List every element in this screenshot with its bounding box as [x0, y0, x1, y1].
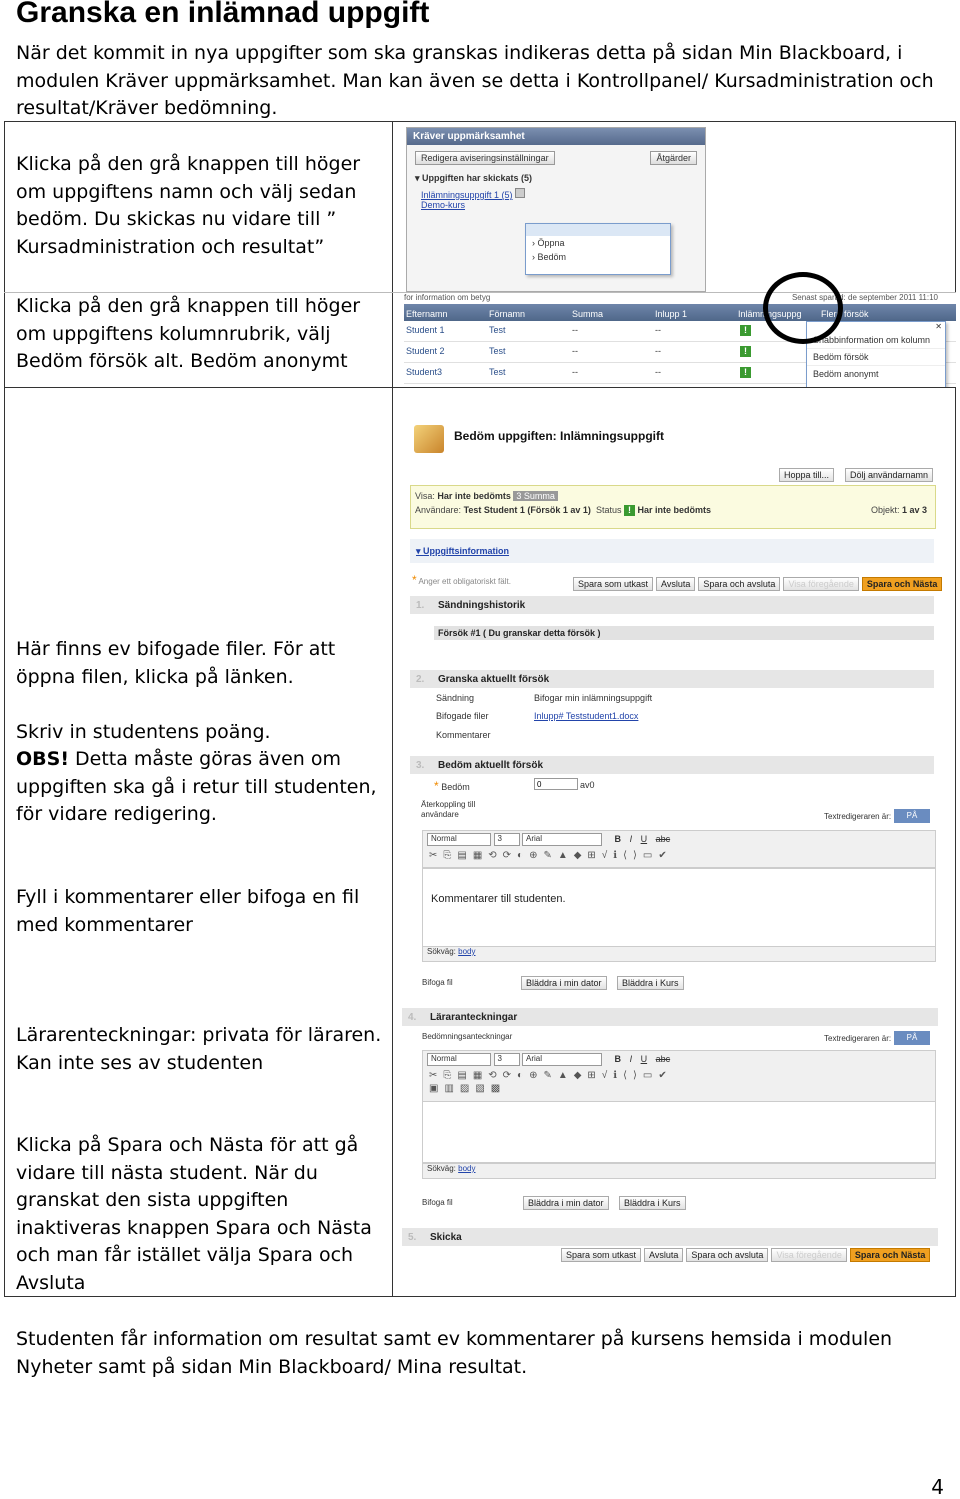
- section-title: Bedöm aktuellt försök: [438, 760, 544, 771]
- required-note-text: Anger ett obligatoriskt fält.: [418, 577, 511, 586]
- path-link[interactable]: body: [458, 947, 476, 956]
- grade-assignment-icon: [414, 425, 444, 453]
- object-value: 1 av 3: [901, 505, 927, 515]
- highlight-circle: [763, 272, 843, 344]
- italic-icon[interactable]: I: [629, 1053, 633, 1064]
- submission-value: Bifogar min inlämningsuppgift: [534, 693, 653, 703]
- module-header: Kräver uppmärksamhet: [407, 128, 705, 145]
- bold-icon[interactable]: B: [614, 1053, 622, 1064]
- last-saved-text: Senast sparad: de september 2011 11:10: [791, 293, 938, 302]
- intro-paragraph: När det kommit in nya uppgifter som ska granskas indikeras detta på sidan Min Blackboard, i modulen Kräver uppmärksamhet. Man kan även se detta i Kontrollpanel/ Kursadministration och resultat/Kräver bedömning.: [16, 42, 934, 119]
- col-header[interactable]: Flera försök: [821, 309, 869, 319]
- attempt-row[interactable]: Försök #1 ( Du granskar detta försök ): [434, 626, 934, 640]
- save-and-exit-button[interactable]: Spara och avsluta: [698, 577, 780, 591]
- paragraph-format-select[interactable]: Normal: [427, 833, 491, 846]
- attached-file-link[interactable]: Inlupp# Teststudent1.docx: [534, 711, 639, 721]
- attention-module-screenshot: [406, 127, 706, 292]
- table-divider: [392, 121, 393, 1297]
- step-grade-notice: Klicka på den grå knappen till höger om uppgiftens namn och välj sedan bedöm. Du skickas nu vidare till ” Kursadministration och resultat”: [16, 153, 361, 258]
- assignment-info-label: Uppgiftsinformation: [423, 546, 510, 556]
- grid-header-row: [404, 304, 956, 321]
- step-teacher-notes: Lärarenteckningar: privata för läraren. Kan inte ses av studenten: [16, 1024, 382, 1074]
- feedback-editor-screenshot: [418, 800, 936, 995]
- assignment-link[interactable]: Inlämningsuppgift 1 (5): [421, 190, 513, 200]
- cancel-button[interactable]: Avsluta: [644, 1248, 683, 1262]
- close-icon[interactable]: ✕: [935, 322, 942, 331]
- row-divider: [4, 387, 956, 388]
- submission-label: Sändning: [436, 693, 475, 703]
- browse-computer-button[interactable]: Bläddra i min dator: [523, 1196, 609, 1210]
- action-buttons-top: [570, 577, 942, 591]
- assignment-info-bar: [410, 539, 934, 563]
- font-size-select[interactable]: 3: [494, 1053, 520, 1066]
- font-family-select[interactable]: Arial: [522, 1053, 602, 1066]
- browse-course-button[interactable]: Bläddra i Kurs: [617, 976, 684, 990]
- submitted-label: Uppgiften har skickats (5): [422, 173, 533, 183]
- save-and-next-button[interactable]: Spara och Nästa: [850, 1248, 931, 1262]
- browse-course-button[interactable]: Bläddra i Kurs: [619, 1196, 686, 1210]
- show-previous-button[interactable]: Visa föregående: [783, 577, 858, 591]
- browse-computer-button[interactable]: Bläddra i min dator: [521, 976, 607, 990]
- student-sum: --: [572, 325, 578, 335]
- section-submit: 5. Skicka: [402, 1228, 938, 1246]
- teacher-notes-screenshot: [398, 1008, 938, 1263]
- attached-files-label: Bifogade filer: [436, 711, 489, 721]
- grade-label: * Bedöm: [434, 779, 470, 793]
- comments-label: Kommentarer: [436, 730, 491, 740]
- obs-label: OBS!: [16, 748, 69, 770]
- section-title: Skicka: [430, 1232, 462, 1243]
- menu-open-label: Öppna: [537, 238, 565, 248]
- course-link[interactable]: Demo-kurs: [421, 200, 466, 210]
- context-menu-button[interactable]: [515, 188, 525, 198]
- step-save-next: Klicka på Spara och Nästa för att gå vidare till nästa student. När du granskat den sista uppgiften inaktiveras knappen Spara och Nästa och man får istället välja Spara och Avsluta: [16, 1134, 372, 1294]
- strikethrough-icon[interactable]: abc: [655, 1053, 671, 1064]
- student-last: Student 2: [406, 346, 445, 356]
- notes-editor-toolbar: [422, 1050, 936, 1102]
- jump-to-button[interactable]: Hoppa till...: [779, 468, 834, 482]
- step-column-menu: Klicka på den grå knappen till höger om uppgiftens kolumnrubrik, välj Bedöm försök alt. Bedöm anonymt: [16, 295, 361, 372]
- col-header[interactable]: Inlupp 1: [655, 309, 688, 319]
- editor-toggle[interactable]: PÅ: [894, 1031, 930, 1045]
- page-number: 4: [931, 1475, 944, 1499]
- grade-assignment-screenshot: [404, 415, 944, 795]
- grade-max: av0: [580, 780, 595, 790]
- student-inl: --: [655, 346, 661, 356]
- save-and-next-button[interactable]: Spara och Nästa: [862, 577, 943, 591]
- path-label: Sökväg:: [427, 1164, 456, 1173]
- context-menu: [525, 223, 671, 275]
- menu-item-open[interactable]: › Öppna: [532, 238, 565, 248]
- underline-icon[interactable]: U: [640, 833, 648, 844]
- action-buttons-bottom: [558, 1248, 930, 1262]
- grading-notes-label: Bedömningsanteckningar: [422, 1032, 513, 1041]
- section-teacher-notes: 4. Läraranteckningar: [402, 1008, 938, 1026]
- feedback-text-area[interactable]: [422, 868, 936, 948]
- col-header[interactable]: Summa: [572, 309, 604, 319]
- cancel-button[interactable]: Avsluta: [656, 577, 695, 591]
- font-family-select[interactable]: Arial: [522, 833, 602, 846]
- grade-label-text: Bedöm: [441, 782, 470, 792]
- font-size-select[interactable]: 3: [494, 833, 520, 846]
- menu-item-column-info[interactable]: Snabbinformation om kolumn: [807, 332, 945, 349]
- user-label: Användare:: [415, 505, 462, 515]
- student-sum: --: [572, 346, 578, 356]
- assignment-info-link[interactable]: ▾ Uppgiftsinformation: [416, 546, 510, 556]
- editor-statusbar: [422, 946, 936, 962]
- col-header[interactable]: Efternamn: [406, 309, 448, 319]
- view-value[interactable]: Har inte bedömts: [437, 491, 511, 501]
- page-title: Granska en inlämnad uppgift: [16, 0, 430, 29]
- feedback-label: Återkoppling till användare: [421, 800, 476, 819]
- bold-icon[interactable]: B: [614, 833, 622, 844]
- object-label: Objekt:: [870, 505, 900, 515]
- save-draft-button[interactable]: Spara som utkast: [561, 1248, 641, 1262]
- col-header[interactable]: Inlämningsuppg: [738, 309, 802, 319]
- menu-grade-label: Bedöm: [537, 252, 567, 262]
- submitted-group[interactable]: ▾ Uppgiften har skickats (5): [415, 173, 533, 183]
- status-icon: !: [624, 505, 635, 516]
- attempt-info-box: [410, 485, 936, 529]
- editor-toggle[interactable]: PÅ: [894, 809, 930, 823]
- editor-status-label: Textredigeraren är:: [824, 812, 892, 821]
- student-first: Test: [489, 325, 506, 335]
- grade-info-text: for information om betyg: [404, 293, 491, 302]
- editor-statusbar: [422, 1163, 936, 1179]
- user-value: Test Student 1 (Försök 1 av 1): [463, 505, 591, 515]
- required-note: * Anger ett obligatoriskt fält.: [412, 573, 511, 587]
- student-inl: --: [655, 325, 661, 335]
- step-attached-files: Här finns ev bifogade filer. För att öppna filen, klicka på länken.: [16, 638, 336, 688]
- col-header[interactable]: Förnamn: [489, 309, 526, 319]
- menu-item-grade-anonymously[interactable]: Bedöm anonymt: [813, 369, 879, 379]
- needs-grading-icon[interactable]: !: [740, 325, 751, 336]
- status-value: Har inte bedömts: [637, 505, 712, 515]
- section-title: Sändningshistorik: [438, 600, 526, 611]
- path-link[interactable]: body: [458, 1164, 476, 1173]
- editor-status-label: Textredigeraren är:: [824, 1034, 892, 1043]
- grade-center-screenshot: [404, 293, 956, 387]
- step-comments: Fyll i kommentarer eller bifoga en fil med kommentarer: [16, 886, 360, 936]
- menu-item-grade[interactable]: › Bedöm: [532, 252, 567, 262]
- actions-button[interactable]: Åtgärder: [650, 151, 697, 165]
- editor-icon-row[interactable]: ▣▥▨▧▩: [429, 1083, 507, 1094]
- notes-text-area[interactable]: [422, 1101, 936, 1163]
- attach-file-label: Bifoga fil: [422, 1198, 453, 1207]
- student-sum: --: [572, 367, 578, 377]
- underline-icon[interactable]: U: [640, 1053, 648, 1064]
- summa-tag: 3 Summa: [513, 491, 558, 501]
- editor-icon-row[interactable]: ✂⎘▤▦⟲⟳◐⊕✎▲◆⊞√ℹ⟨⟩▭✔: [429, 850, 673, 861]
- student-first: Test: [489, 367, 506, 377]
- student-last: Student 1: [406, 325, 445, 335]
- feedback-text: Kommentarer till studenten.: [431, 893, 566, 905]
- section-review-attempt: 2. Granska aktuellt försök: [410, 670, 934, 688]
- edit-notification-settings-button[interactable]: Redigera aviseringsinställningar: [415, 151, 555, 165]
- step-enter-score: Skriv in studentens poäng.: [16, 721, 271, 743]
- view-label: Visa:: [415, 491, 435, 501]
- section-submission-history: 1. Sändningshistorik: [410, 596, 934, 614]
- save-and-exit-button[interactable]: Spara och avsluta: [686, 1248, 768, 1262]
- student-first: Test: [489, 346, 506, 356]
- status-label: Status: [595, 505, 622, 515]
- section-title: Läraranteckningar: [430, 1012, 518, 1023]
- hide-usernames-button[interactable]: Dölj användarnamn: [845, 468, 933, 482]
- save-draft-button[interactable]: Spara som utkast: [573, 577, 653, 591]
- paragraph-format-select[interactable]: Normal: [427, 1053, 491, 1066]
- editor-toolbar: [422, 830, 936, 868]
- section-title: Granska aktuellt försök: [438, 674, 550, 685]
- grade-input[interactable]: [534, 778, 578, 790]
- student-last: Student3: [406, 367, 443, 377]
- strikethrough-icon[interactable]: abc: [655, 833, 671, 844]
- student-inl: --: [655, 367, 661, 377]
- section-grade-attempt: 3. Bedöm aktuellt försök: [410, 756, 934, 774]
- step-obs-note: [16, 746, 386, 829]
- needs-grading-icon[interactable]: !: [740, 367, 751, 378]
- italic-icon[interactable]: I: [629, 833, 633, 844]
- obs-text: Detta måste göras även om uppgiften ska gå i retur till studenten, för vidare redigering.: [16, 748, 377, 825]
- footer-paragraph: Studenten får information om resultat samt ev kommentarer på kursens hemsida i modulen Nyheter samt på sidan Min Blackboard/ Mina resultat.: [16, 1328, 893, 1378]
- attach-file-label: Bifoga fil: [422, 978, 453, 987]
- grade-heading: Bedöm uppgiften: Inlämningsuppgift: [454, 429, 664, 443]
- menu-item-grade-attempts[interactable]: Bedöm försök: [807, 349, 945, 366]
- editor-icon-row[interactable]: ✂⎘▤▦⟲⟳◐⊕✎▲◆⊞√ℹ⟨⟩▭✔: [429, 1070, 673, 1081]
- path-label: Sökväg:: [427, 947, 456, 956]
- needs-grading-icon[interactable]: !: [740, 346, 751, 357]
- show-previous-button[interactable]: Visa föregående: [771, 1248, 846, 1262]
